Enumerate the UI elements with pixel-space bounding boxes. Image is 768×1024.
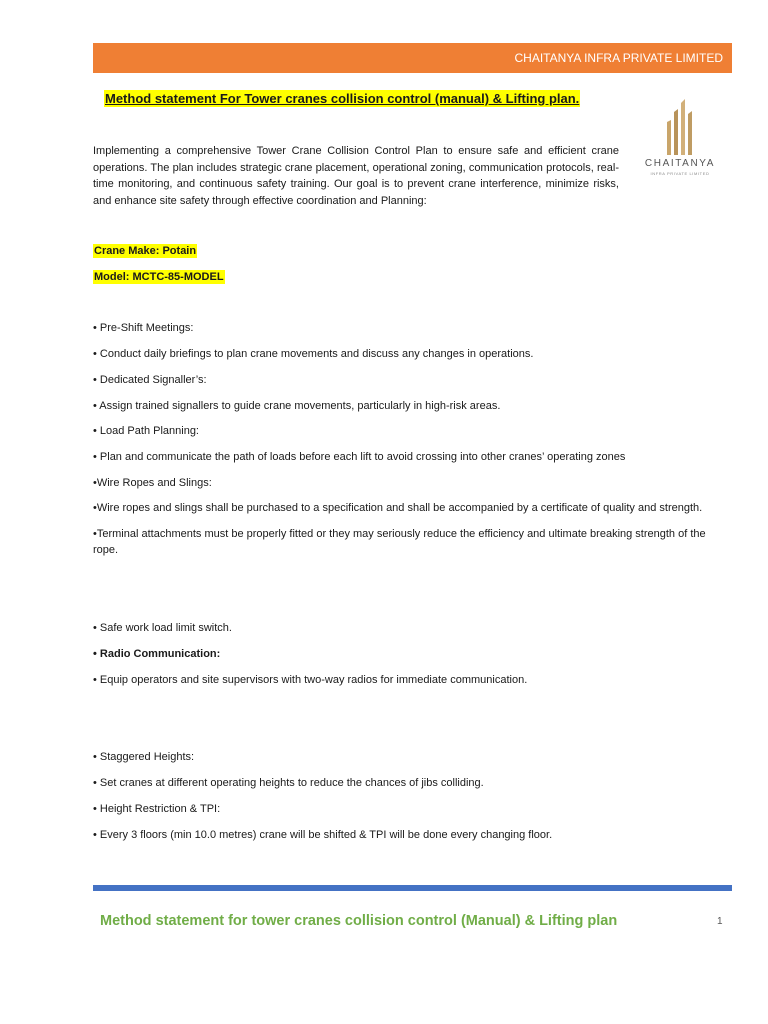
logo-tagline: INFRA PRIVATE LIMITED [650, 171, 710, 176]
list-item: • Conduct daily briefings to plan crane movements and discuss any changes in operations. [93, 348, 534, 360]
footer-divider [93, 885, 732, 891]
list-item: • Equip operators and site supervisors with two-way radios for immediate communication. [93, 674, 528, 686]
list-item: • Set cranes at different operating heights to reduce the chances of jibs colliding. [93, 777, 484, 789]
crane-make: Crane Make: Potain [94, 245, 197, 257]
list-item: •Wire Ropes and Slings: [93, 477, 212, 489]
header-bar [93, 43, 732, 73]
building-logo-icon [640, 98, 720, 156]
list-item: • Dedicated Signaller’s: [93, 374, 207, 386]
document-title: Method statement For Tower cranes collision control (manual) & Lifting plan. [105, 91, 580, 106]
list-item: • Assign trained signallers to guide crane movements, particularly in high-risk areas. [93, 400, 501, 412]
list-item: • Every 3 floors (min 10.0 metres) crane will be shifted & TPI will be done every changing floor. [93, 829, 553, 841]
list-item: • Height Restriction & TPI: [93, 803, 221, 815]
list-item: • Plan and communicate the path of loads before each lift to avoid crossing into other cranes’ operating zones [93, 451, 626, 463]
company-name: CHAITANYA INFRA PRIVATE LIMITED [514, 51, 723, 65]
list-item: • Staggered Heights: [93, 751, 195, 763]
list-item: • Safe work load limit switch. [93, 622, 232, 634]
intro-paragraph: Implementing a comprehensive Tower Crane Collision Control Plan to ensure safe and efficient crane operations. The plan includes strategic crane placement, operational zoning, communication protocols, real-time monitoring, and continuous safety training. Our goal is to prevent crane interference, minimize risks, and enhance site safety through effective coordination and Planning: [93, 145, 619, 207]
logo-wordmark: CHAITANYA [644, 158, 716, 169]
company-logo [640, 98, 720, 180]
footer-title: Method statement for tower cranes collision control (Manual) & Lifting plan [100, 913, 618, 929]
page-number: 1 [717, 916, 723, 927]
crane-model: Model: MCTC-85-MODEL [94, 271, 224, 283]
list-item: • Load Path Planning: [93, 425, 199, 437]
list-item: • Pre-Shift Meetings: [93, 322, 194, 334]
list-item: •Wire ropes and slings shall be purchased to a specification and shall be accompanied by a certificate of quality and strength. [93, 502, 703, 514]
list-item: • Radio Communication: [93, 648, 221, 660]
list-item: •Terminal attachments must be properly fitted or they may seriously reduce the efficiency and ultimate breaking strength of the rope. [93, 528, 706, 556]
